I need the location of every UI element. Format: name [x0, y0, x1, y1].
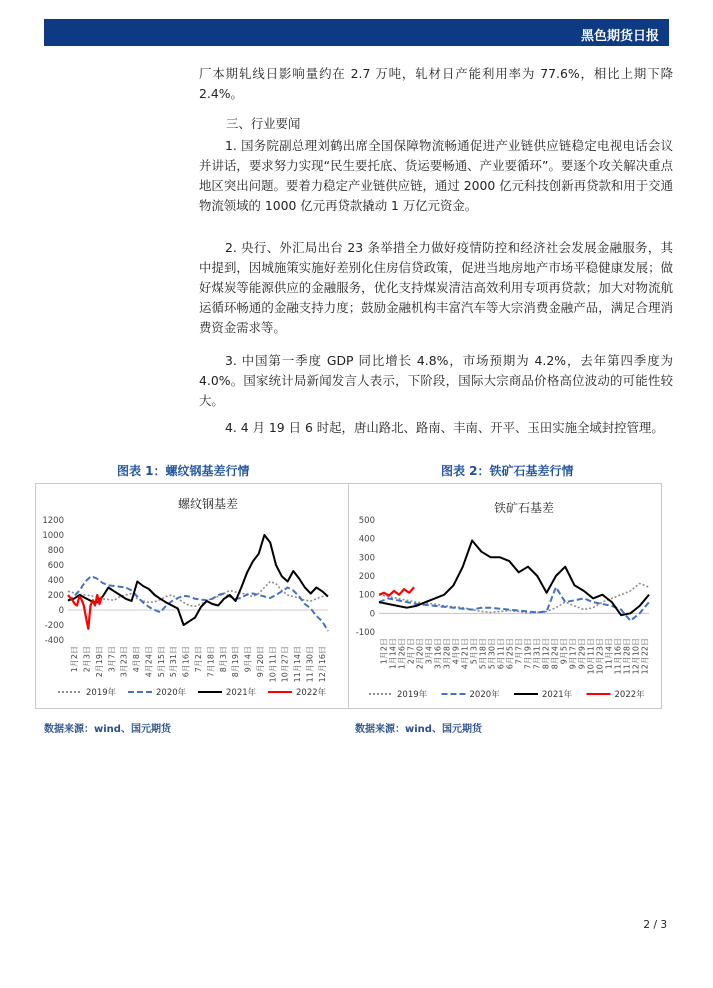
- y-tick-label: -100: [355, 628, 375, 638]
- x-tick-label: 1月2日: [379, 638, 389, 665]
- figure-2-caption: 图表 2：铁矿石基差行情: [441, 464, 574, 478]
- legend-label: 2019年: [86, 688, 117, 698]
- chart-title: 螺纹钢基差: [177, 497, 239, 511]
- x-tick-label: 5月31日: [169, 646, 179, 678]
- paragraph-capacity: 厂本期轧线日影响量约在 2.7 万吨，轧材日产能利用率为 77.6%，相比上期下降 2.4%。: [199, 66, 673, 101]
- paragraph-news-3: 3. 中国第一季度 GDP 同比增长 4.8%，市场预期为 4.2%，去年第四季度为 4.0%。国家统计局新闻发言人表示，下阶段，国际大宗商品价格高位波动的可能性较大。: [199, 353, 673, 408]
- x-tick-label: 5月18日: [478, 638, 488, 670]
- chart-iron-ore-basis-svg: [349, 484, 661, 708]
- x-tick-label: 9月29日: [577, 638, 587, 670]
- y-tick-label: 1000: [42, 531, 64, 541]
- series-line-2022年: [68, 595, 102, 629]
- y-tick-label: 1200: [42, 516, 64, 526]
- x-tick-label: 3月28日: [442, 638, 452, 670]
- y-tick-label: 400: [47, 576, 64, 586]
- x-tick-label: 11月30日: [305, 646, 315, 683]
- x-tick-label: 2月3日: [82, 646, 92, 673]
- series-line-2019年: [68, 582, 328, 607]
- x-tick-label: 7月18日: [206, 646, 216, 678]
- y-tick-label: 600: [47, 561, 64, 571]
- x-tick-label: 1月26日: [397, 638, 407, 670]
- paragraph-news-1: 1. 国务院副总理刘鹤出席全国保障物流畅通促进产业链供应链稳定电视电话会议并讲话，要求努力实现“民生要托底、货运要畅通、产业要循环”。要逐个攻关解决重点地区突出问题。要着力稳定产业链供应链，通过 2000 亿元科技创新再贷款和用于交通物流领域的 1000 亿元再贷款撬动 1 万亿元资金。: [199, 138, 673, 213]
- x-tick-label: 10月23日: [595, 638, 605, 675]
- x-tick-label: 8月24日: [550, 638, 560, 670]
- y-tick-label: 200: [47, 591, 64, 601]
- chart-rebar-basis-svg: [36, 484, 348, 708]
- chart-rebar-basis: [35, 483, 349, 709]
- x-tick-label: 5月15日: [156, 646, 166, 678]
- x-tick-label: 9月17日: [568, 638, 578, 670]
- series-line-2021年: [68, 535, 328, 625]
- x-tick-label: 2月19日: [94, 646, 104, 678]
- y-tick-label: 0: [58, 606, 64, 616]
- x-tick-label: 7月19日: [523, 638, 533, 670]
- section-title-industry-news: 三、行业要闻: [226, 116, 301, 131]
- legend-label: 2021年: [226, 688, 257, 698]
- legend-label: 2021年: [542, 690, 573, 700]
- y-tick-label: 400: [358, 534, 375, 545]
- y-tick-label: 200: [358, 572, 375, 582]
- chart-iron-ore-basis: [348, 483, 662, 709]
- x-tick-label: 11月16日: [613, 638, 623, 675]
- page-number: 2 / 3: [643, 919, 667, 931]
- x-tick-label: 5月3日: [469, 638, 479, 665]
- header-bar: [44, 19, 669, 46]
- y-tick-label: 0: [369, 609, 375, 620]
- legend-label: 2020年: [156, 688, 187, 698]
- series-line-2022年: [379, 587, 414, 595]
- figure-1-caption: 图表 1：螺纹钢基差行情: [117, 464, 250, 478]
- x-tick-label: 11月4日: [604, 638, 614, 670]
- x-tick-label: 5月30日: [487, 638, 497, 670]
- y-tick-label: -400: [44, 636, 64, 646]
- series-line-2021年: [379, 541, 649, 616]
- x-tick-label: 10月11日: [586, 638, 596, 675]
- legend-label: 2022年: [296, 688, 327, 698]
- x-tick-label: 3月16日: [433, 638, 443, 670]
- paragraph-news-4: 4. 4 月 19 日 6 时起，唐山路北、路南、丰南、开平、玉田实施全域封控管理。: [225, 420, 664, 435]
- x-tick-label: 3月4日: [424, 638, 434, 665]
- figure-2-source: 数据来源：wind、国元期货: [355, 724, 482, 735]
- y-tick-label: -200: [44, 621, 64, 631]
- legend-label: 2019年: [397, 690, 428, 700]
- x-tick-label: 4月21日: [460, 638, 470, 670]
- x-tick-label: 1月14日: [388, 638, 398, 670]
- x-tick-label: 3月7日: [107, 646, 117, 673]
- x-tick-label: 4月24日: [144, 646, 154, 678]
- x-tick-label: 9月4日: [243, 646, 253, 673]
- y-tick-label: 800: [47, 546, 64, 556]
- x-tick-label: 1月2日: [70, 646, 80, 673]
- x-tick-label: 12月22日: [640, 638, 650, 675]
- x-tick-label: 4月8日: [132, 646, 142, 673]
- report-title: 黑色期货日报: [580, 29, 659, 44]
- legend-label: 2022年: [614, 690, 645, 700]
- x-tick-label: 10月11日: [268, 646, 278, 683]
- x-tick-label: 12月10日: [631, 638, 641, 675]
- x-tick-label: 11月28日: [622, 638, 632, 675]
- figure-1-source: 数据来源：wind、国元期货: [44, 724, 171, 735]
- x-tick-label: 7月2日: [194, 646, 203, 673]
- x-tick-label: 8月3日: [218, 646, 228, 673]
- x-tick-label: 10月27日: [280, 646, 290, 683]
- x-tick-label: 3月23日: [119, 646, 129, 678]
- x-tick-label: 12月16日: [317, 646, 327, 683]
- x-tick-label: 11月14日: [293, 646, 303, 683]
- x-tick-label: 9月5日: [559, 638, 569, 665]
- y-tick-label: 100: [358, 590, 375, 601]
- x-tick-label: 7月7日: [514, 638, 524, 665]
- series-line-2020年: [68, 576, 328, 631]
- y-tick-label: 500: [358, 516, 375, 526]
- chart-title: 铁矿石基差: [493, 501, 555, 515]
- x-tick-label: 4月9日: [451, 638, 461, 665]
- x-tick-label: 9月20日: [255, 646, 265, 678]
- legend-label: 2020年: [469, 690, 500, 700]
- x-tick-label: 2月7日: [406, 638, 416, 665]
- x-tick-label: 7月31日: [532, 638, 542, 670]
- y-tick-label: 300: [358, 553, 375, 564]
- x-tick-label: 6月25日: [505, 638, 515, 670]
- x-tick-label: 6月16日: [181, 646, 191, 678]
- paragraph-news-2: 2. 央行、外汇局出台 23 条举措全力做好疫情防控和经济社会发展金融服务，其中提到，因城施策实施好差别化住房信贷政策，促进当地房地产市场平稳健康发展；做好煤炭等能源供应的金融服务，优化支持煤炭清洁高效利用专项再贷款；加大对物流航运循环畅通的金融支持力度；鼓励金融机构丰富汽车等大宗消费金融产品，满足合理消费资金需求等。: [199, 240, 673, 335]
- x-tick-label: 6月11日: [496, 638, 506, 670]
- x-tick-label: 2月20日: [415, 638, 425, 670]
- x-tick-label: 8月12日: [541, 638, 551, 670]
- x-tick-label: 8月19日: [231, 646, 241, 678]
